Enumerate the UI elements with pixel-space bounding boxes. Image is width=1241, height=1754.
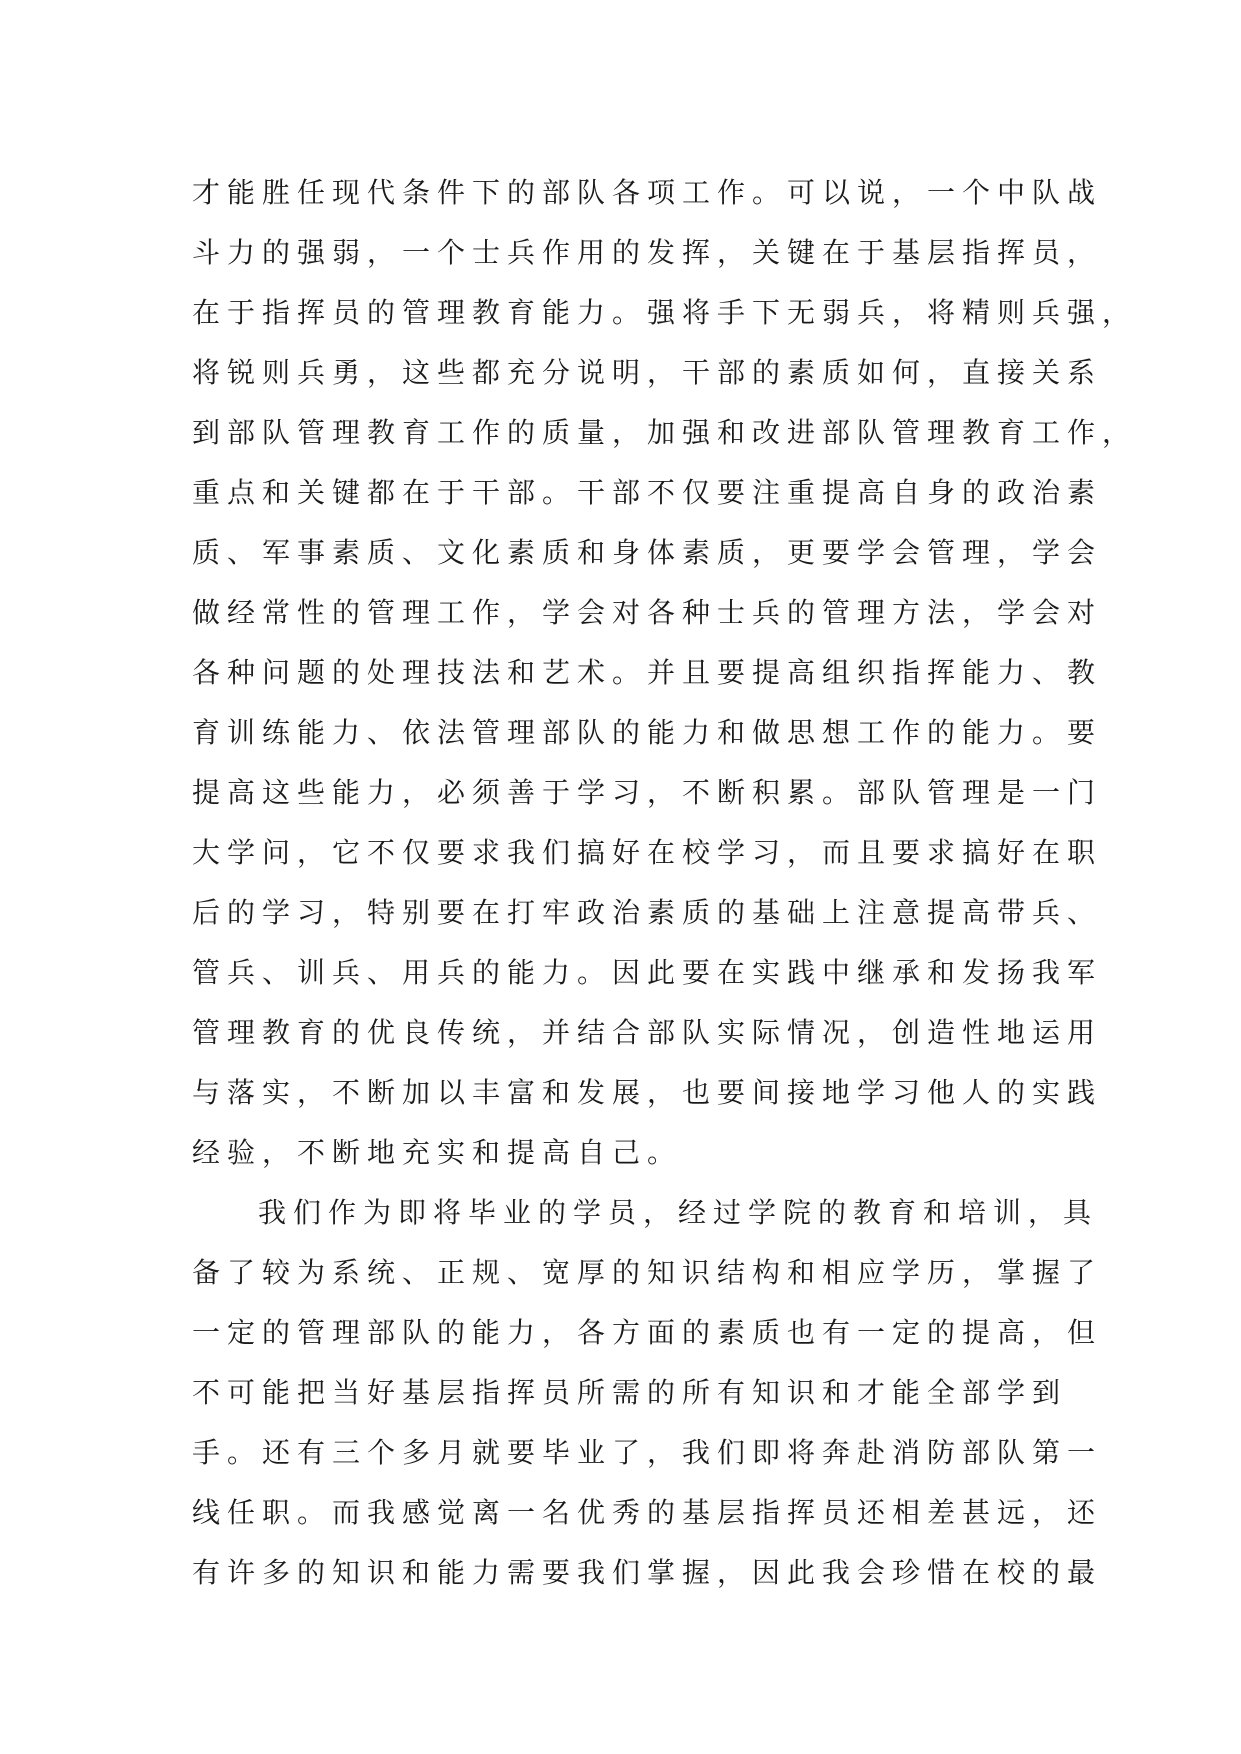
text-line: 做经常性的管理工作，学会对各种士兵的管理方法，学会对 bbox=[192, 596, 1103, 629]
text-line: 才能胜任现代条件下的部队各项工作。可以说，一个中队战 bbox=[192, 176, 1103, 209]
body-text bbox=[192, 163, 1138, 1603]
text-line: 有许多的知识和能力需要我们掌握，因此我会珍惜在校的最 bbox=[192, 1556, 1103, 1589]
text-line: 重点和关键都在于干部。干部不仅要注重提高自身的政治素 bbox=[192, 476, 1103, 509]
text-line: 管理教育的优良传统，并结合部队实际情况，创造性地运用 bbox=[192, 1016, 1103, 1049]
text-line: 经验，不断地充实和提高自己。 bbox=[192, 1136, 683, 1169]
text-line: 手。还有三个多月就要毕业了，我们即将奔赴消防部队第一 bbox=[192, 1436, 1103, 1469]
text-line: 后的学习，特别要在打牢政治素质的基础上注意提高带兵、 bbox=[192, 896, 1103, 929]
text-line: 育训练能力、依法管理部队的能力和做思想工作的能力。要 bbox=[192, 716, 1103, 749]
text-line: 大学问，它不仅要求我们搞好在校学习，而且要求搞好在职 bbox=[192, 836, 1103, 869]
text-line: 将锐则兵勇，这些都充分说明，干部的素质如何，直接关系 bbox=[192, 356, 1103, 389]
text-line: 在于指挥员的管理教育能力。强将手下无弱兵，将精则兵强， bbox=[192, 296, 1138, 329]
text-line: 到部队管理教育工作的质量，加强和改进部队管理教育工作， bbox=[192, 416, 1138, 449]
text-line: 不可能把当好基层指挥员所需的所有知识和才能全部学到 bbox=[192, 1376, 1068, 1409]
text-line: 与落实，不断加以丰富和发展，也要间接地学习他人的实践 bbox=[192, 1076, 1103, 1109]
paragraph-start-line: 我们作为即将毕业的学员，经过学院的教育和培训，具 bbox=[258, 1196, 1099, 1229]
text-line: 一定的管理部队的能力，各方面的素质也有一定的提高，但 bbox=[192, 1316, 1103, 1349]
text-line: 斗力的强弱，一个士兵作用的发挥，关键在于基层指挥员， bbox=[192, 236, 1103, 269]
text-line: 各种问题的处理技法和艺术。并且要提高组织指挥能力、教 bbox=[192, 656, 1103, 689]
text-line: 提高这些能力，必须善于学习，不断积累。部队管理是一门 bbox=[192, 776, 1103, 809]
text-line: 管兵、训兵、用兵的能力。因此要在实践中继承和发扬我军 bbox=[192, 956, 1103, 989]
text-line: 备了较为系统、正规、宽厚的知识结构和相应学历，掌握了 bbox=[192, 1256, 1103, 1289]
text-line: 线任职。而我感觉离一名优秀的基层指挥员还相差甚远，还 bbox=[192, 1496, 1103, 1529]
text-line: 质、军事素质、文化素质和身体素质，更要学会管理，学会 bbox=[192, 536, 1103, 569]
